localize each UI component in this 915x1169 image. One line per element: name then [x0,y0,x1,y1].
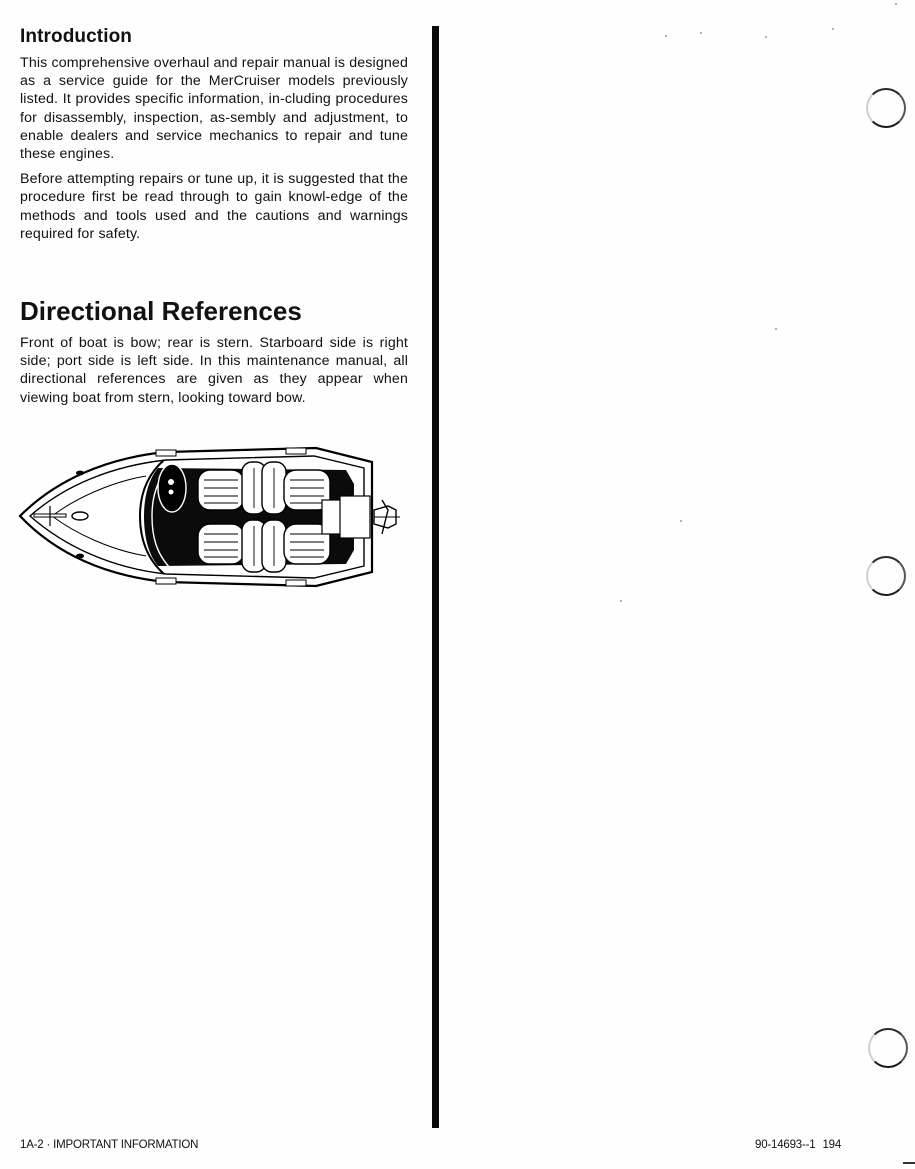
page-edge-mark [903,1162,915,1164]
scan-speck [895,3,897,5]
introduction-section [20,24,408,250]
scan-speck [665,35,667,37]
directional-references-heading: Directional References [20,296,302,326]
introduction-paragraph-1: This comprehensive overhaul and repair manual is designed as a service guide for the MerCruiser models previously listed. It provides specific information, in-cluding procedures for disassembly, inspection, as-sembly and adjustment, to enable dealers and service mechanics to repair and tune these engines. [20,55,408,163]
footer-document-number: 90-14693--1 194 [755,1139,842,1151]
scan-speck [680,520,682,522]
scan-speck [775,328,777,330]
binder-hole-icon [866,556,906,596]
scan-speck [832,28,834,30]
footer-section-label: 1A-2 · IMPORTANT INFORMATION [20,1139,199,1151]
boat-top-view-illustration [16,440,402,592]
binder-hole-icon [868,1028,908,1068]
column-divider [432,26,439,1128]
scan-speck [765,36,767,38]
directional-references-paragraph: Front of boat is bow; rear is stern. Starboard side is right side; port side is left side. In this maintenance manual, all directional references are given as they appear when viewing boat from stern, looking toward bow. [20,335,408,406]
scan-speck [620,600,622,602]
directional-references-section [20,334,408,414]
introduction-heading: Introduction [20,26,133,47]
scan-speck [700,32,702,34]
introduction-paragraph-2: Before attempting repairs or tune up, it is suggested that the procedure first be read through to gain knowl-edge of the methods and tools used and the cautions and warnings required for safety. [20,171,408,242]
binder-hole-icon [866,88,906,128]
